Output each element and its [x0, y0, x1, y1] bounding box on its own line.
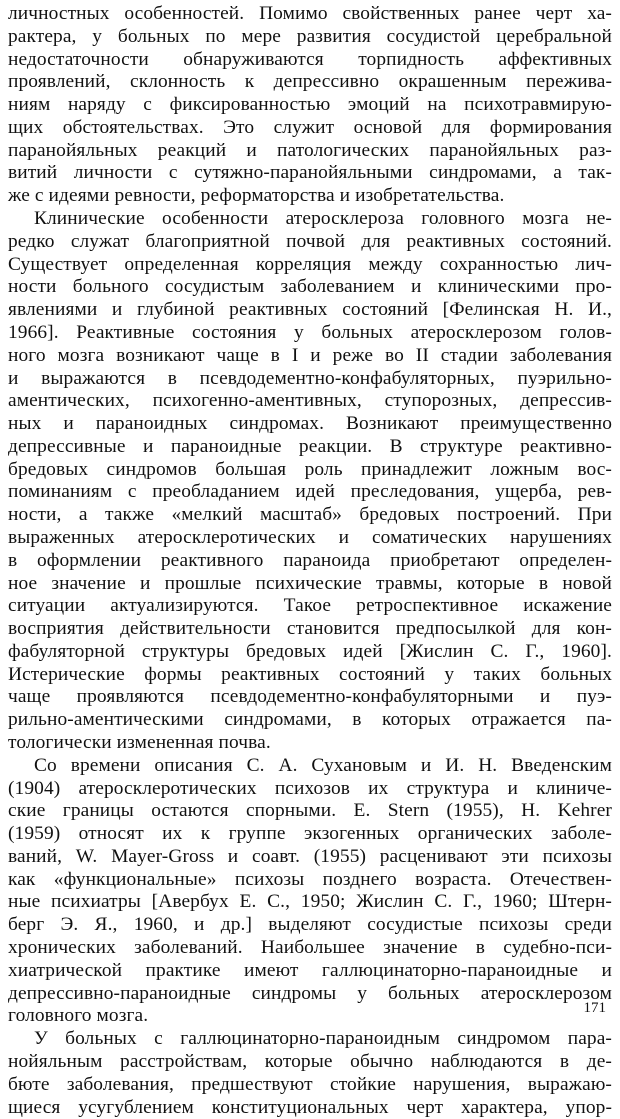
text-line: ваний, W. Mayer-Gross и соавт. (1955) расценивают эти психозы: [8, 846, 612, 869]
paragraph-2: [8, 208, 612, 755]
text-line: Со времени описания С. А. Сухановым и И. Н. Введенским: [8, 755, 612, 778]
text-line: ности, а также «мелкий масштаб» бредовых построений. При: [8, 504, 612, 527]
text-line: щиеся усугублением конституциональных черт характера, упор-: [8, 1097, 612, 1119]
text-line: поминаниям с преобладанием идей преследования, ущерба, рев-: [8, 481, 612, 504]
text-line: витий личности с сутяжно-паранойяльными синдромами, а так-: [8, 162, 612, 185]
text-line: бредовых синдромов большая роль принадлежит ложным вос-: [8, 459, 612, 482]
text-line: ное значение и прошлые психические травмы, которые в новой: [8, 573, 612, 596]
text-line: фабуляторной структуры бредовых идей [Жислин С. Г., 1960].: [8, 641, 612, 664]
text-line: нойяльным расстройствам, которые обычно наблюдаются в де-: [8, 1051, 612, 1074]
text-line: ниям наряду с фиксированностью эмоций на психотравмирую-: [8, 94, 612, 117]
text-line: депрессивные и параноидные реакции. В структуре реактивно-: [8, 436, 612, 459]
text-line: берг Э. Я., 1960, и др.] выделяют сосудистые психозы среди: [8, 914, 612, 937]
text-line: ных и параноидных синдромах. Возникают преимущественно: [8, 413, 612, 436]
text-line: головного мозга.: [8, 1005, 612, 1028]
text-line: ситуации актуализируются. Такое ретроспективное искажение: [8, 595, 612, 618]
text-line: ности больного сосудистым заболеванием и клиническими про-: [8, 276, 612, 299]
text-line: (1959) относят их к группе экзогенных органических заболе-: [8, 823, 612, 846]
text-line: тологически измененная почва.: [8, 732, 612, 755]
text-line: щих обстоятельствах. Это служит основой для формирования: [8, 117, 612, 140]
text-line: как «функциональные» психозы позднего возраста. Отечествен-: [8, 869, 612, 892]
text-line: проявлений, склонность к депрессивно окрашенным пережива-: [8, 71, 612, 94]
text-line: явлениями и глубиной реактивных состояний [Фелинская Н. И.,: [8, 299, 612, 322]
text-line: ские границы остаются спорными. E. Stern (1955), H. Kehrer: [8, 800, 612, 823]
text-line: 1966]. Реактивные состояния у больных атеросклерозом голов-: [8, 322, 612, 345]
text-line: Существует определенная корреляция между сохранностью лич-: [8, 254, 612, 277]
text-line: бюте заболевания, предшествуют стойкие нарушения, выражаю-: [8, 1074, 612, 1097]
text-line: У больных с галлюцинаторно-параноидным синдромом пара-: [8, 1028, 612, 1051]
text-line: недостаточности обнаруживаются торпидность аффективных: [8, 49, 612, 72]
text-line: ные психиатры [Авербух Е. С., 1950; Жислин С. Г., 1960; Штерн-: [8, 891, 612, 914]
body-text: [8, 3, 612, 1119]
text-line: же с идеями ревности, реформаторства и изобретательства.: [8, 185, 612, 208]
text-line: Клинические особенности атеросклероза головного мозга не-: [8, 208, 612, 231]
paragraph-4: [8, 1028, 612, 1119]
text-line: восприятия действительности становится предпосылкой для кон-: [8, 618, 612, 641]
text-line: в оформлении реактивного параноида приобретают определен-: [8, 550, 612, 573]
text-line: личностных особенностей. Помимо свойственных ранее черт ха-: [8, 3, 612, 26]
text-line: Истерические формы реактивных состояний у таких больных: [8, 664, 612, 687]
text-line: чаще проявляются псевдодементно-конфабуляторными и пуэ-: [8, 686, 612, 709]
text-line: (1904) атеросклеротических психозов их структура и клиниче-: [8, 778, 612, 801]
text-line: редко служат благоприятной почвой для реактивных состояний.: [8, 231, 612, 254]
text-line: рильно-аментическими синдромами, в которых отражается па-: [8, 709, 612, 732]
text-line: хиатрической практике имеют галлюцинаторно-параноидные и: [8, 960, 612, 983]
paragraph-3: [8, 755, 612, 1028]
text-line: рактера, у больных по мере развития сосудистой церебральной: [8, 26, 612, 49]
text-line: хронических заболеваний. Наибольшее значение в судебно-пси-: [8, 937, 612, 960]
text-line: депрессивно-параноидные синдромы у больных атеросклерозом: [8, 983, 612, 1006]
text-line: и выражаются в псевдодементно-конфабуляторных, пуэрильно-: [8, 368, 612, 391]
text-line: аментических, психогенно-аментивных, ступорозных, депрессив-: [8, 390, 612, 413]
text-line: выраженных атеросклеротических и соматических нарушениях: [8, 527, 612, 550]
text-line: ного мозга возникают чаще в I и реже во II стадии заболевания: [8, 345, 612, 368]
text-line: паранойяльных реакций и патологических паранойяльных раз-: [8, 140, 612, 163]
paragraph-1: [8, 3, 612, 208]
page-number: 171: [584, 1000, 607, 1017]
